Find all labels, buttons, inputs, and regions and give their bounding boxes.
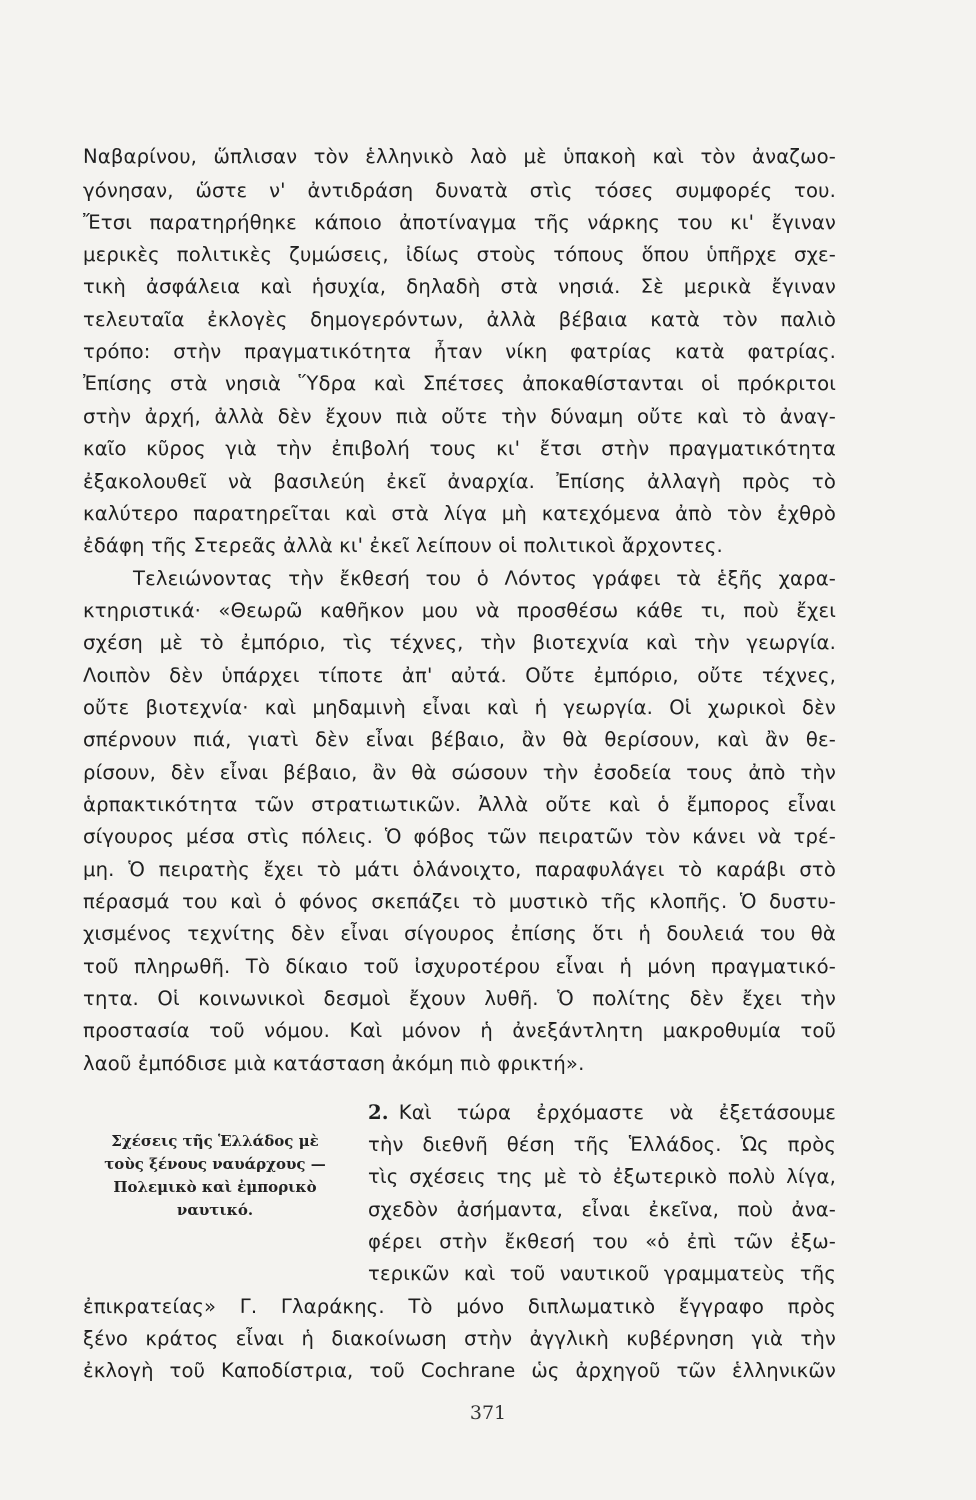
page-number: 371	[469, 1402, 507, 1424]
text-line: τοῦ πληρωθῆ. Τὸ δίκαιο τοῦ ἰσχυροτέρου εἶναι ἡ μόνη πραγματικό-	[83, 955, 836, 978]
text-line: Ἐπίσης στὰ νησιὰ Ὕδρα καὶ Σπέτσες ἀποκαθίστανται οἱ πρόκριτοι	[83, 372, 836, 395]
margin-note	[84, 1130, 346, 1222]
text-line: ρίσουν, δὲν εἶναι βέβαιο, ἂν θὰ σώσουν τὴν ἐσοδεία τους ἀπὸ τὴν	[83, 761, 836, 784]
text-line: Λοιπὸν δὲν ὑπάρχει τίποτε ἀπ' αὐτά. Οὔτε ἐμπόριο, οὔτε τέχνες,	[83, 664, 836, 687]
text-line: σίγουρος μέσα στὶς πόλεις. Ὁ φόβος τῶν πειρατῶν τὸν κάνει νὰ τρέ-	[83, 825, 836, 848]
margin-note-line: ναυτικό.	[176, 1201, 254, 1219]
section-line: φέρει στὴν ἔκθεσή του «ὁ ἐπὶ τῶν ἐξω-	[368, 1230, 836, 1253]
section-line-text: Καὶ τώρα ἐρχόμαστε νὰ ἐξετάσουμε	[398, 1101, 836, 1124]
text-line: ἁρπακτικότητα τῶν στρατιωτικῶν. Ἀλλὰ οὔτε καὶ ὁ ἔμπορος εἶναι	[83, 793, 836, 816]
text-line: καῖο κῦρος γιὰ τὴν ἐπιβολή τους κι' ἔτσι στὴν πραγματικότητα	[83, 437, 836, 460]
text-line: γόνησαν, ὥστε ν' ἀντιδράση δυνατὰ στὶς τόσες συμφορές του.	[83, 179, 836, 202]
section-line: ἐκλογὴ τοῦ Καποδίστρια, τοῦ Cochrane ὡς ἀρχηγοῦ τῶν ἑλληνικῶν	[83, 1359, 836, 1382]
text-line: στὴν ἀρχή, ἀλλὰ δὲν ἔχουν πιὰ οὔτε τὴν δύναμη οὔτε καὶ τὸ ἀναγ-	[83, 405, 836, 428]
text-line: Ἔτσι παρατηρήθηκε κάποιο ἀποτίναγμα τῆς νάρκης του κι' ἔγιναν	[83, 211, 836, 234]
text-line: πέρασμά του καὶ ὁ φόνος σκεπάζει τὸ μυστικὸ τῆς κλοπῆς. Ὁ δυστυ-	[83, 890, 836, 913]
text-line: τικὴ ἀσφάλεια καὶ ἡσυχία, δηλαδὴ στὰ νησιά. Σὲ μερικὰ ἔγιναν	[83, 275, 836, 298]
margin-note-line: Πολεμικὸ καὶ ἐμπορικὸ	[113, 1178, 317, 1196]
text-line: κτηριστικά· «Θεωρῶ καθῆκον μου νὰ προσθέσω κάθε τι, ποὺ ἔχει	[83, 599, 836, 622]
text-line: Ναβαρίνου, ὥπλισαν τὸν ἑλληνικὸ λαὸ μὲ ὑπακοὴ καὶ τὸν ἀναζωο-	[83, 145, 836, 168]
text-line: μη. Ὁ πειρατὴς ἔχει τὸ μάτι ὁλάνοιχτο, παραφυλάγει τὸ καράβι στὸ	[83, 858, 836, 881]
text-line: μερικὲς πολιτικὲς ζυμώσεις, ἰδίως στοὺς τόπους ὅπου ὑπῆρχε σχε-	[83, 243, 836, 266]
section-line: σχεδὸν ἀσήμαντα, εἶναι ἐκεῖνα, ποὺ ἀνα-	[368, 1198, 836, 1221]
text-line: Τελειώνοντας τὴν ἔκθεσή του ὁ Λόντος γράφει τὰ ἑξῆς χαρα-	[133, 567, 836, 590]
text-line: οὔτε βιοτεχνία· καὶ μηδαμινὴ εἶναι καὶ ἡ γεωργία. Οἱ χωρικοὶ δὲν	[83, 696, 836, 719]
text-line: προστασία τοῦ νόμου. Καὶ μόνον ἡ ἀνεξάντλητη μακροθυμία τοῦ	[83, 1019, 836, 1042]
margin-note-line: τοὺς ξένους ναυάρχους —	[104, 1155, 326, 1173]
text-line: τρόπο: στὴν πραγματικότητα ἦταν νίκη φατρίας κατὰ φατρίας.	[83, 340, 836, 363]
text-line: χισμένος τεχνίτης δὲν εἶναι σίγουρος ἐπίσης ὅτι ἡ δουλειά του θὰ	[83, 922, 836, 945]
text-line: σπέρνουν πιά, γιατὶ δὲν εἶναι βέβαιο, ἂν θὰ θερίσουν, καὶ ἂν θε-	[83, 728, 836, 751]
section-line: τερικῶν καὶ τοῦ ναυτικοῦ γραμματεὺς τῆς	[368, 1262, 836, 1285]
section-line	[368, 1096, 836, 1130]
section-line: τὴν διεθνῆ θέση τῆς Ἑλλάδος. Ὡς πρὸς	[368, 1133, 836, 1156]
text-line: τητα. Οἱ κοινωνικοὶ δεσμοὶ ἔχουν λυθῆ. Ὁ πολίτης δὲν ἔχει τὴν	[83, 987, 836, 1010]
section-line: τὶς σχέσεις της μὲ τὸ ἐξωτερικὸ πολὺ λίγα,	[368, 1165, 836, 1188]
text-line: σχέση μὲ τὸ ἐμπόριο, τὶς τέχνες, τὴν βιοτεχνία καὶ τὴν γεωργία.	[83, 631, 836, 654]
text-line: λαοῦ ἐμπόδισε μιὰ κατάσταση ἀκόμη πιὸ φρικτή».	[83, 1052, 585, 1075]
section-number: 2.	[368, 1101, 389, 1124]
text-line: ἐξακολουθεῖ νὰ βασιλεύη ἐκεῖ ἀναρχία. Ἐπίσης ἀλλαγὴ πρὸς τὸ	[83, 470, 836, 493]
text-line: τελευταῖα ἐκλογὲς δημογερόντων, ἀλλὰ βέβαια κατὰ τὸν παλιὸ	[83, 308, 836, 331]
text-line: ἐδάφη τῆς Στερεᾶς ἀλλὰ κι' ἐκεῖ λείπουν οἱ πολιτικοὶ ἄρχοντες.	[83, 534, 723, 557]
section-line: ξένο κράτος εἶναι ἡ διακοίνωση στὴν ἀγγλικὴ κυβέρνηση γιὰ τὴν	[83, 1327, 836, 1350]
text-line: καλύτερο παρατηρεῖται καὶ στὰ λίγα μὴ κατεχόμενα ἀπὸ τὸν ἐχθρὸ	[83, 502, 836, 525]
section-line: ἐπικρατείας» Γ. Γλαράκης. Τὸ μόνο διπλωματικὸ ἔγγραφο πρὸς	[83, 1295, 836, 1318]
margin-note-line: Σχέσεις τῆς Ἑλλάδος μὲ	[111, 1132, 319, 1150]
